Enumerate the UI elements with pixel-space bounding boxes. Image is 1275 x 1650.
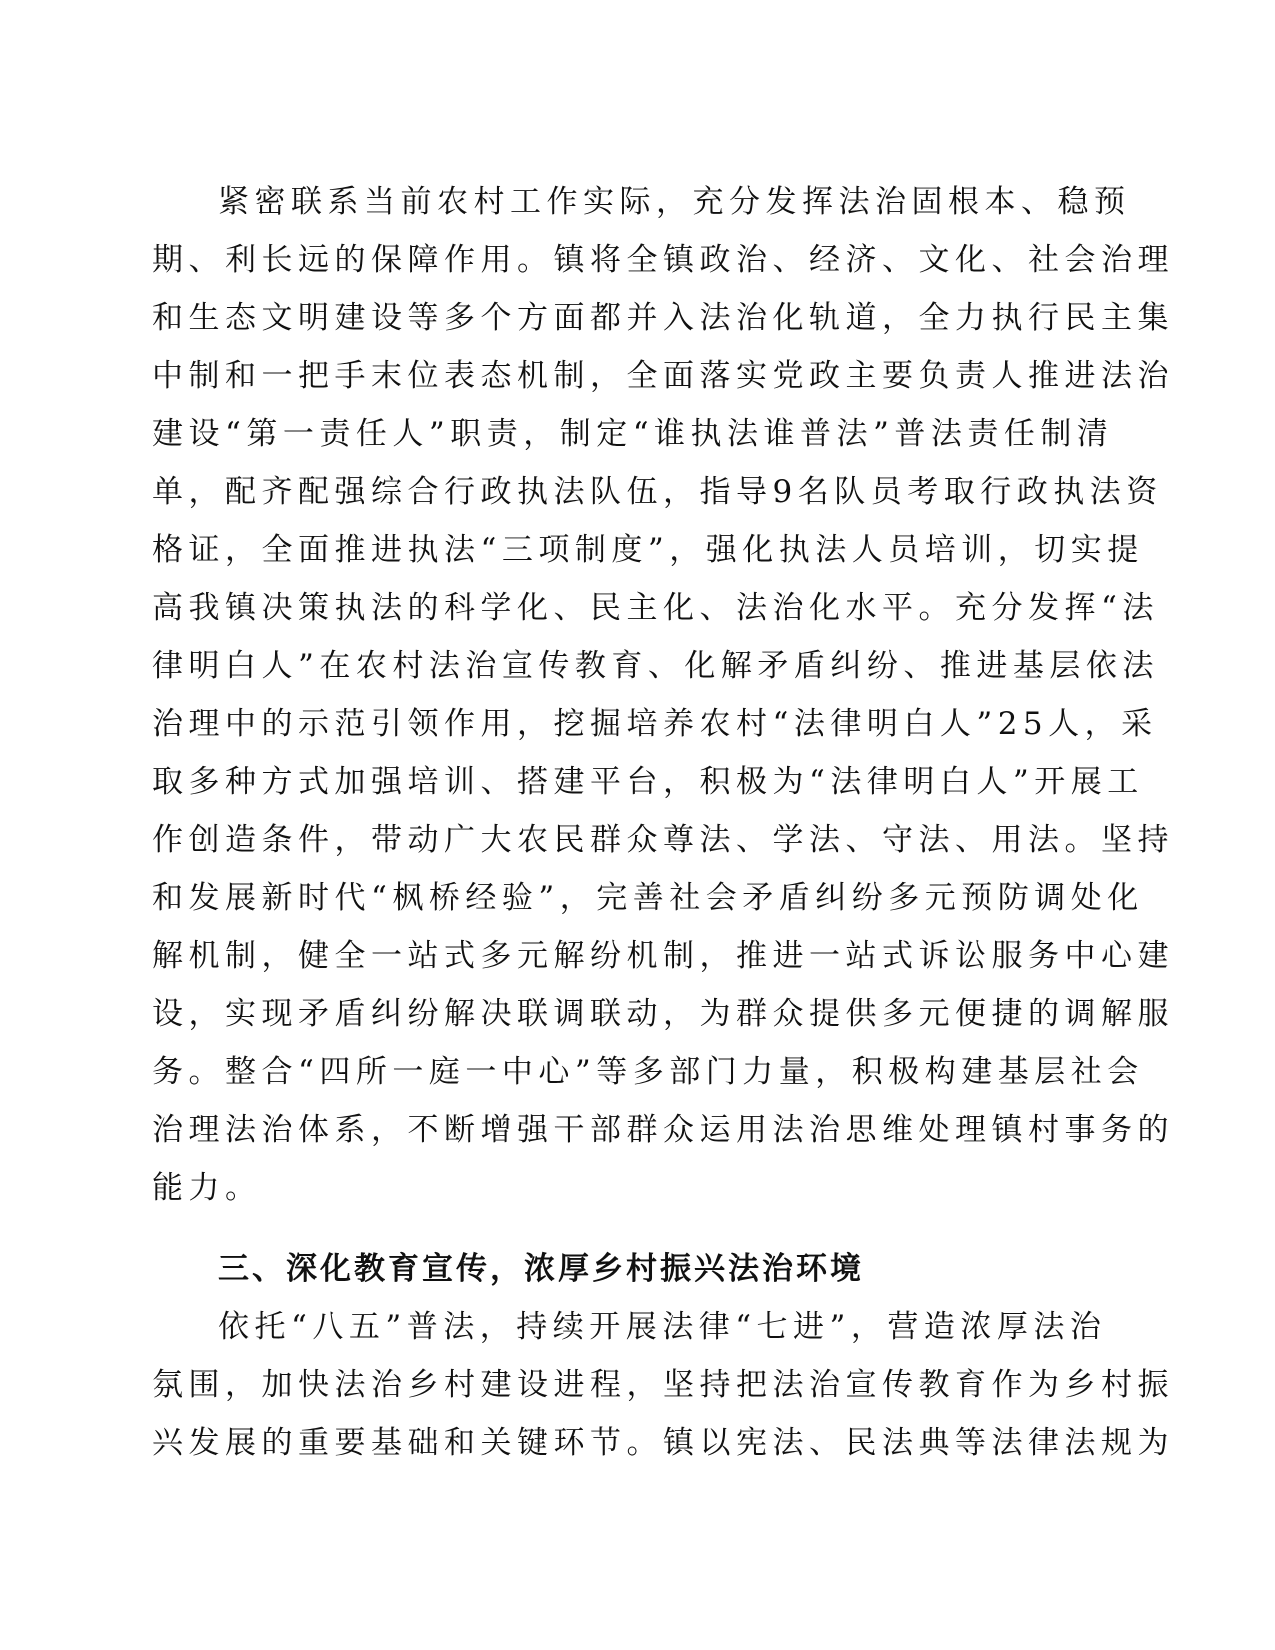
paragraph-1-line: 期、利长远的保障作用。镇将全镇政治、经济、文化、社会治理: [152, 242, 1174, 278]
paragraph-1-line: 中制和一把手末位表态机制，全面落实党政主要负责人推进法治: [152, 358, 1174, 394]
paragraph-2-line: 兴发展的重要基础和关键环节。镇以宪法、民法典等法律法规为: [152, 1425, 1174, 1461]
paragraph-1-line: 紧密联系当前农村工作实际，充分发挥法治固根本、稳预: [218, 184, 1131, 220]
paragraph-1-line: 作创造条件，带动广大农民群众尊法、学法、守法、用法。坚持: [152, 822, 1174, 858]
paragraph-1-line: 和生态文明建设等多个方面都并入法治化轨道，全力执行民主集: [152, 300, 1174, 336]
paragraph-2: [152, 1298, 1174, 1472]
paragraph-1-line: 建设“第一责任人”职责，制定“谁执法谁普法”普法责任制清: [152, 416, 1114, 452]
paragraph-1-line: 务。整合“四所一庭一中心”等多部门力量，积极构建基层社会: [152, 1054, 1144, 1090]
paragraph-2-line: 依托“八五”普法，持续开展法律“七进”，营造浓厚法治: [218, 1309, 1107, 1345]
section-heading: 三、深化教育宣传，浓厚乡村振兴法治环境: [218, 1251, 864, 1287]
paragraph-1-line: 格证，全面推进执法“三项制度”，强化执法人员培训，切实提: [152, 532, 1144, 568]
paragraph-1: [152, 173, 1174, 1217]
paragraph-1-line: 单，配齐配强综合行政执法队伍，指导9名队员考取行政执法资: [152, 474, 1163, 510]
paragraph-1-line: 能力。: [152, 1170, 262, 1206]
paragraph-1-line: 取多种方式加强培训、搭建平台，积极为“法律明白人”开展工: [152, 764, 1144, 800]
paragraph-2-line: 氛围，加快法治乡村建设进程，坚持把法治宣传教育作为乡村振: [152, 1367, 1174, 1403]
paragraph-1-line: 解机制，健全一站式多元解纷机制，推进一站式诉讼服务中心建: [152, 938, 1174, 974]
paragraph-1-line: 和发展新时代“枫桥经验”，完善社会矛盾纠纷多元预防调处化: [152, 880, 1144, 916]
paragraph-1-line: 律明白人”在农村法治宣传教育、化解矛盾纠纷、推进基层依法: [152, 648, 1159, 684]
paragraph-1-line: 设，实现矛盾纠纷解决联调联动，为群众提供多元便捷的调解服: [152, 996, 1174, 1032]
paragraph-1-line: 高我镇决策执法的科学化、民主化、法治化水平。充分发挥“法: [152, 590, 1159, 626]
paragraph-1-line: 治理中的示范引领作用，挖掘培养农村“法律明白人”25人，采: [152, 706, 1158, 742]
paragraph-1-line: 治理法治体系，不断增强干部群众运用法治思维处理镇村事务的: [152, 1112, 1174, 1148]
